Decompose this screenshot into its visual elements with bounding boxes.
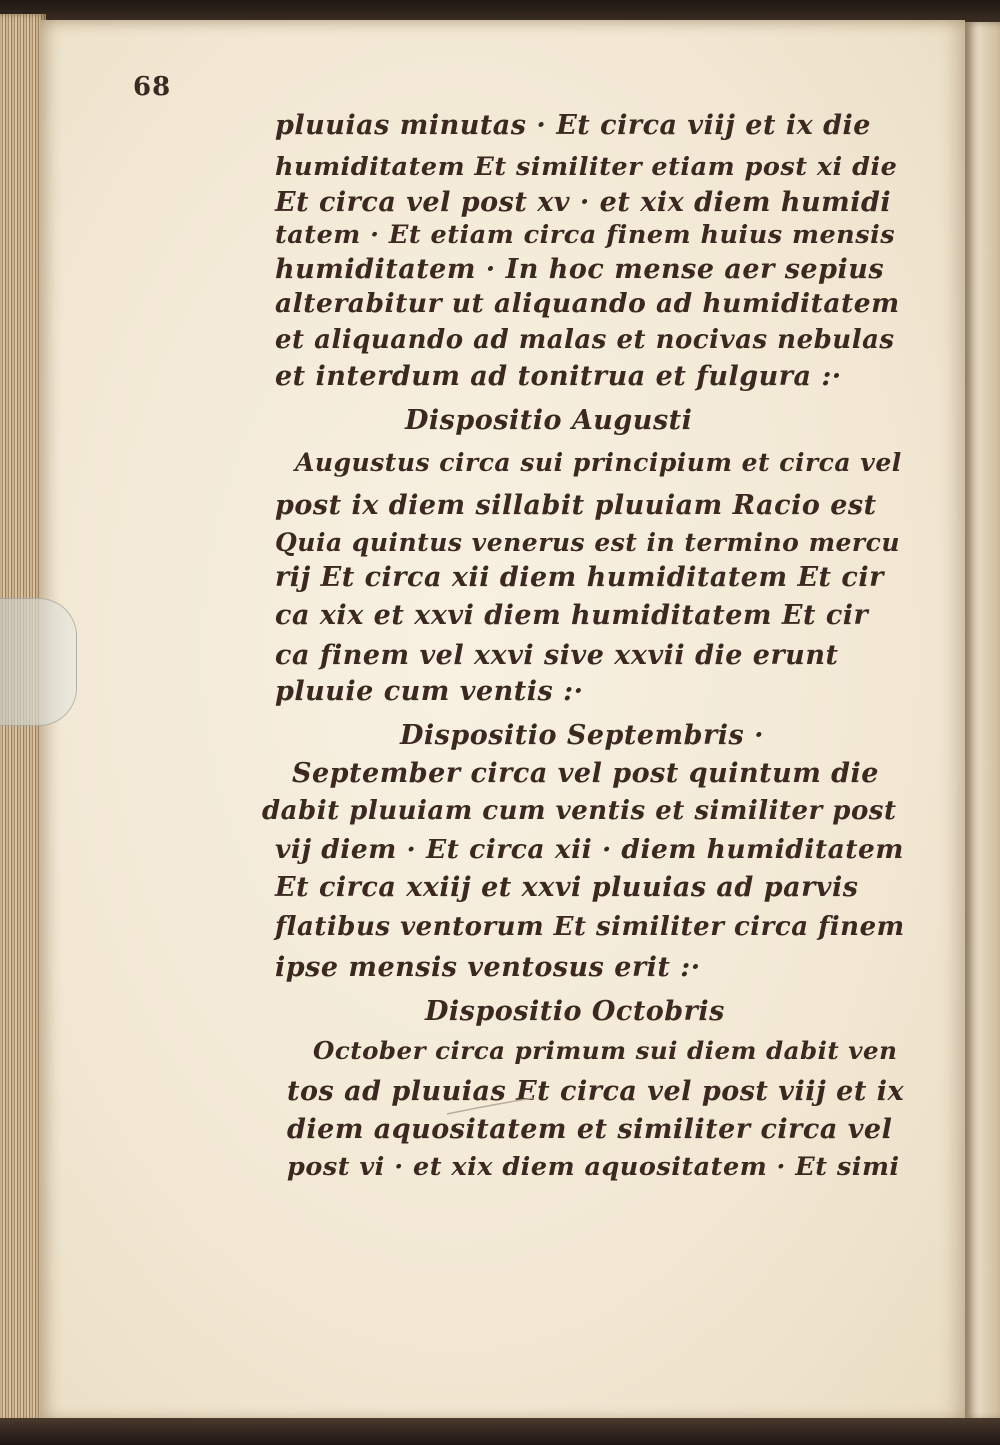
text-line: pluuie cum ventis :· [275,676,584,707]
section-heading-october: Dispositio Octobris [425,996,725,1027]
text-line: dabit pluuiam cum ventis et similiter post [262,796,897,826]
text-line: flatibus ventorum Et similiter circa finem [275,912,905,942]
text-line: rij Et circa xii diem humiditatem Et cir [275,562,884,593]
text-line: post vi · et xix diem aquositatem · Et simi [287,1152,900,1182]
text-line: post ix diem sillabit pluuiam Racio est [275,490,877,521]
text-line: humiditatem Et similiter etiam post xi die [275,152,898,182]
text-line: alterabitur ut aliquando ad humiditatem [275,288,900,319]
text-line: et interdum ad tonitrua et fulgura :· [275,361,842,392]
text-line: pluuias minutas · Et circa viij et ix die [275,110,871,141]
text-line: tos ad pluuias Et circa vel post viij et ix [287,1076,905,1107]
text-line: diem aquositatem et similiter circa vel [287,1114,893,1145]
pen-stroke-mark [445,1096,535,1116]
section-heading-august: Dispositio Augusti [405,405,693,436]
folio-number: 68 [133,72,172,102]
text-line: et aliquando ad malas et nocivas nebulas [275,325,895,355]
text-line: Augustus circa sui principium et circa vel [295,448,902,477]
text-line: September circa vel post quintum die [292,758,879,789]
text-line: October circa primum sui diem dabit ven [313,1036,898,1065]
text-line: tatem · Et etiam circa finem huius mensis [275,220,896,250]
text-line: Et circa xxiij et xxvi pluuias ad parvis [275,872,859,903]
section-heading-september: Dispositio Septembris · [400,720,764,751]
text-line: ca xix et xxvi diem humiditatem Et cir [275,600,869,631]
text-line: Et circa vel post xv · et xix diem humidi [275,187,892,218]
text-line: humiditatem · In hoc mense aer sepius [275,254,885,285]
text-line: ipse mensis ventosus erit :· [275,952,701,983]
text-line: Quia quintus venerus est in termino mercu [275,528,900,557]
text-line: vij diem · Et circa xii · diem humiditatem [275,834,904,865]
text-line: ca finem vel xxvi sive xxvii die erunt [275,640,839,671]
